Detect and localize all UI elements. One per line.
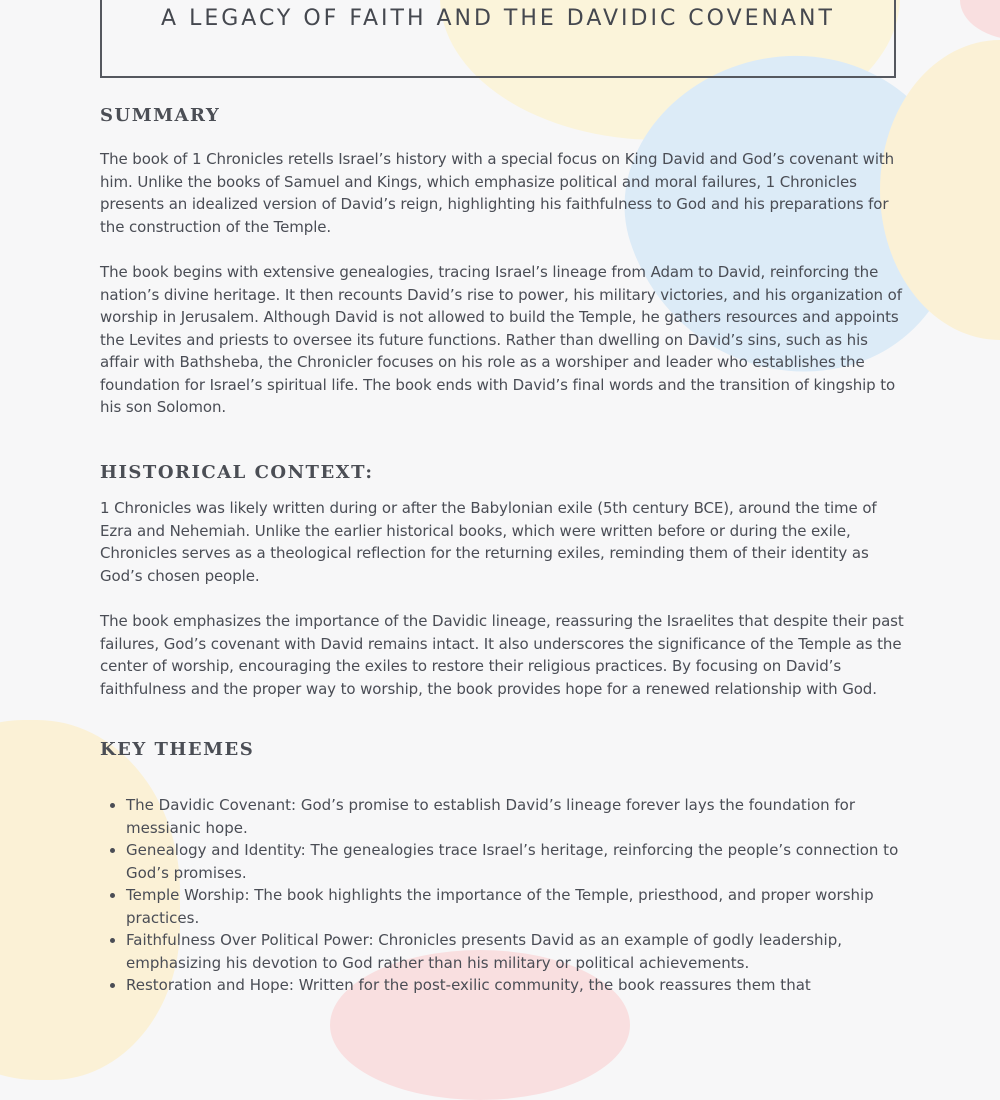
key-themes-heading: KEY THEMES [100,739,255,760]
list-item: • The Davidic Covenant: God’s promise to establish David’s lineage forever lays the foundation for messianic hope. [126,794,926,839]
list-item: • Temple Worship: The book highlights the importance of the Temple, priesthood, and proper worship practices. [126,884,926,929]
list-item: • Genealogy and Identity: The genealogies trace Israel’s heritage, reinforcing the people’s connection to God’s promises. [126,839,926,884]
list-item: • Restoration and Hope: Written for the post-exilic community, the book reassures them that [126,974,926,997]
summary-paragraph-1: The book of 1 Chronicles retells Israel’s history with a special focus on King David and God’s covenant with him. Unlike the books of Samuel and Kings, which emphasize political and moral failures, 1 Chronicles presents an idealized version of David’s reign, highlighting his faithfulness to God and his preparations for the construction of the Temple. [100,150,895,236]
historical-context-heading: HISTORICAL CONTEXT: [100,462,374,483]
historical-context-paragraph-2: The book emphasizes the importance of the Davidic lineage, reassuring the Israelites that despite their past failures, God’s covenant with David remains intact. It also underscores the significance of the Temple as the center of worship, encouraging the exiles to restore their religious practices. By focusing on David’s faithfulness and the proper way to worship, the book provides hope for a renewed relationship with God. [100,612,904,698]
list-item: • Faithfulness Over Political Power: Chronicles presents David as an example of godly leadership, emphasizing his devotion to God rather than his military or political achievements. [126,929,926,974]
title-box [100,0,896,78]
summary-paragraph-2: The book begins with extensive genealogies, tracing Israel’s lineage from Adam to David, reinforcing the nation’s divine heritage. It then recounts David’s rise to power, his military victories, and his organization of worship in Jerusalem. Although David is not allowed to build the Temple, he gathers resources and appoints the Levites and priests to oversee its future functions. Rather than dwelling on David’s sins, such as his affair with Bathsheba, the Chronicler focuses on his role as a worshiper and leader who establishes the foundation for Israel’s spiritual life. The book ends with David’s final words and the transition of kingship to his son Solomon. [100,263,902,416]
summary-heading: SUMMARY [100,105,221,126]
page-title: A LEGACY OF FAITH AND THE DAVIDIC COVENANT [161,6,835,31]
key-themes-list [100,794,926,997]
historical-context-paragraph-1: 1 Chronicles was likely written during or after the Babylonian exile (5th century BCE), around the time of Ezra and Nehemiah. Unlike the earlier historical books, which were written before or during the exile, Chronicles serves as a theological reflection for the returning exiles, reminding them of their identity as God’s chosen people. [100,499,877,585]
